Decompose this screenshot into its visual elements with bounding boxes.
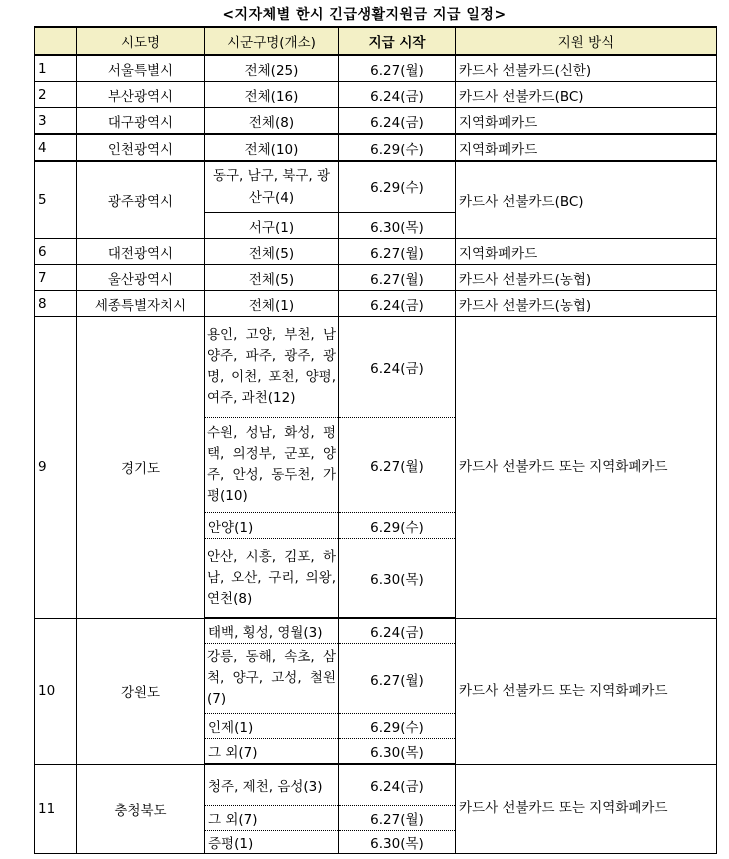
row-date: 6.24(금) xyxy=(339,317,456,418)
row-no: 3 xyxy=(35,108,77,135)
row-no: 9 xyxy=(35,317,77,619)
row-district: 그 외(7) xyxy=(205,739,339,765)
row-region: 강원도 xyxy=(77,618,205,764)
row-region: 충청북도 xyxy=(77,764,205,854)
table-row xyxy=(35,265,717,291)
row-region: 대전광역시 xyxy=(77,239,205,265)
row-region: 부산광역시 xyxy=(77,82,205,108)
row-date: 6.30(목) xyxy=(339,539,456,619)
row-district: 용인, 고양, 부천, 남양주, 파주, 광주, 광명, 이천, 포천, 양평, 여주, 과천(12) xyxy=(205,317,339,418)
row-region: 울산광역시 xyxy=(77,265,205,291)
row-region: 세종특별자치시 xyxy=(77,291,205,317)
row-date: 6.24(금) xyxy=(339,82,456,108)
row-district: 태백, 횡성, 영월(3) xyxy=(205,618,339,644)
header-method: 지원 방식 xyxy=(456,27,717,55)
row-district: 인제(1) xyxy=(205,714,339,739)
row-district: 전체(10) xyxy=(205,134,339,161)
page-title: <지자체별 한시 긴급생활지원금 지급 일정> xyxy=(222,7,507,23)
row-district: 전체(25) xyxy=(205,55,339,82)
row-district: 전체(8) xyxy=(205,108,339,135)
row-method: 카드사 선불카드 또는 지역화폐카드 xyxy=(456,764,717,854)
row-method: 카드사 선불카드(BC) xyxy=(456,161,717,239)
row-date: 6.30(목) xyxy=(339,739,456,765)
payment-schedule-table xyxy=(34,26,717,854)
table-row xyxy=(35,108,717,135)
row-no: 7 xyxy=(35,265,77,291)
header-row xyxy=(35,27,717,55)
row-district: 청주, 제천, 음성(3) xyxy=(205,764,339,806)
row-no: 1 xyxy=(35,55,77,82)
row-district: 전체(1) xyxy=(205,291,339,317)
row-method: 카드사 선불카드(농협) xyxy=(456,291,717,317)
row-date: 6.30(목) xyxy=(339,213,456,239)
row-district: 강릉, 동해, 속초, 삼척, 양구, 고성, 철원(7) xyxy=(205,644,339,714)
row-method: 지역화폐카드 xyxy=(456,108,717,135)
row-method: 카드사 선불카드(신한) xyxy=(456,55,717,82)
row-date: 6.27(월) xyxy=(339,418,456,513)
row-region: 경기도 xyxy=(77,317,205,619)
header-region: 시도명 xyxy=(77,27,205,55)
header-no xyxy=(35,27,77,55)
row-district: 증평(1) xyxy=(205,831,339,854)
row-no: 11 xyxy=(35,764,77,854)
header-start: 지급 시작 xyxy=(339,27,456,55)
row-date: 6.24(금) xyxy=(339,764,456,806)
row-date: 6.29(수) xyxy=(339,134,456,161)
row-date: 6.27(월) xyxy=(339,55,456,82)
row-no: 8 xyxy=(35,291,77,317)
table-row xyxy=(35,764,717,806)
row-date: 6.24(금) xyxy=(339,291,456,317)
row-date: 6.27(월) xyxy=(339,239,456,265)
row-date: 6.29(수) xyxy=(339,714,456,739)
row-date: 6.24(금) xyxy=(339,108,456,135)
table-row xyxy=(35,55,717,82)
table-row xyxy=(35,161,717,213)
row-date: 6.24(금) xyxy=(339,618,456,644)
row-district: 전체(5) xyxy=(205,265,339,291)
row-method: 카드사 선불카드 또는 지역화폐카드 xyxy=(456,618,717,764)
row-method: 카드사 선불카드(BC) xyxy=(456,82,717,108)
row-region: 인천광역시 xyxy=(77,134,205,161)
row-no: 5 xyxy=(35,161,77,239)
row-no: 6 xyxy=(35,239,77,265)
row-region: 대구광역시 xyxy=(77,108,205,135)
table-row xyxy=(35,239,717,265)
row-method: 지역화폐카드 xyxy=(456,239,717,265)
row-district: 전체(5) xyxy=(205,239,339,265)
row-district: 동구, 남구, 북구, 광산구(4) xyxy=(205,161,339,213)
table-row xyxy=(35,82,717,108)
row-district: 안양(1) xyxy=(205,513,339,539)
row-method: 지역화폐카드 xyxy=(456,134,717,161)
table-row xyxy=(35,618,717,644)
row-date: 6.29(수) xyxy=(339,513,456,539)
row-district: 전체(16) xyxy=(205,82,339,108)
table-row xyxy=(35,134,717,161)
row-region: 광주광역시 xyxy=(77,161,205,239)
row-district: 안산, 시흥, 김포, 하남, 오산, 구리, 의왕, 연천(8) xyxy=(205,539,339,619)
row-date: 6.27(월) xyxy=(339,265,456,291)
row-date: 6.30(목) xyxy=(339,831,456,854)
row-date: 6.27(월) xyxy=(339,644,456,714)
row-no: 4 xyxy=(35,134,77,161)
table-row xyxy=(35,317,717,418)
header-districts: 시군구명(개소) xyxy=(205,27,339,55)
row-date: 6.29(수) xyxy=(339,161,456,213)
row-method: 카드사 선불카드 또는 지역화폐카드 xyxy=(456,317,717,619)
table-row xyxy=(35,291,717,317)
row-no: 2 xyxy=(35,82,77,108)
row-district: 서구(1) xyxy=(205,213,339,239)
row-district: 수원, 성남, 화성, 평택, 의정부, 군포, 양주, 안성, 동두천, 가평(10) xyxy=(205,418,339,513)
row-no: 10 xyxy=(35,618,77,764)
row-method: 카드사 선불카드(농협) xyxy=(456,265,717,291)
row-region: 서울특별시 xyxy=(77,55,205,82)
row-date: 6.27(월) xyxy=(339,806,456,831)
row-district: 그 외(7) xyxy=(205,806,339,831)
